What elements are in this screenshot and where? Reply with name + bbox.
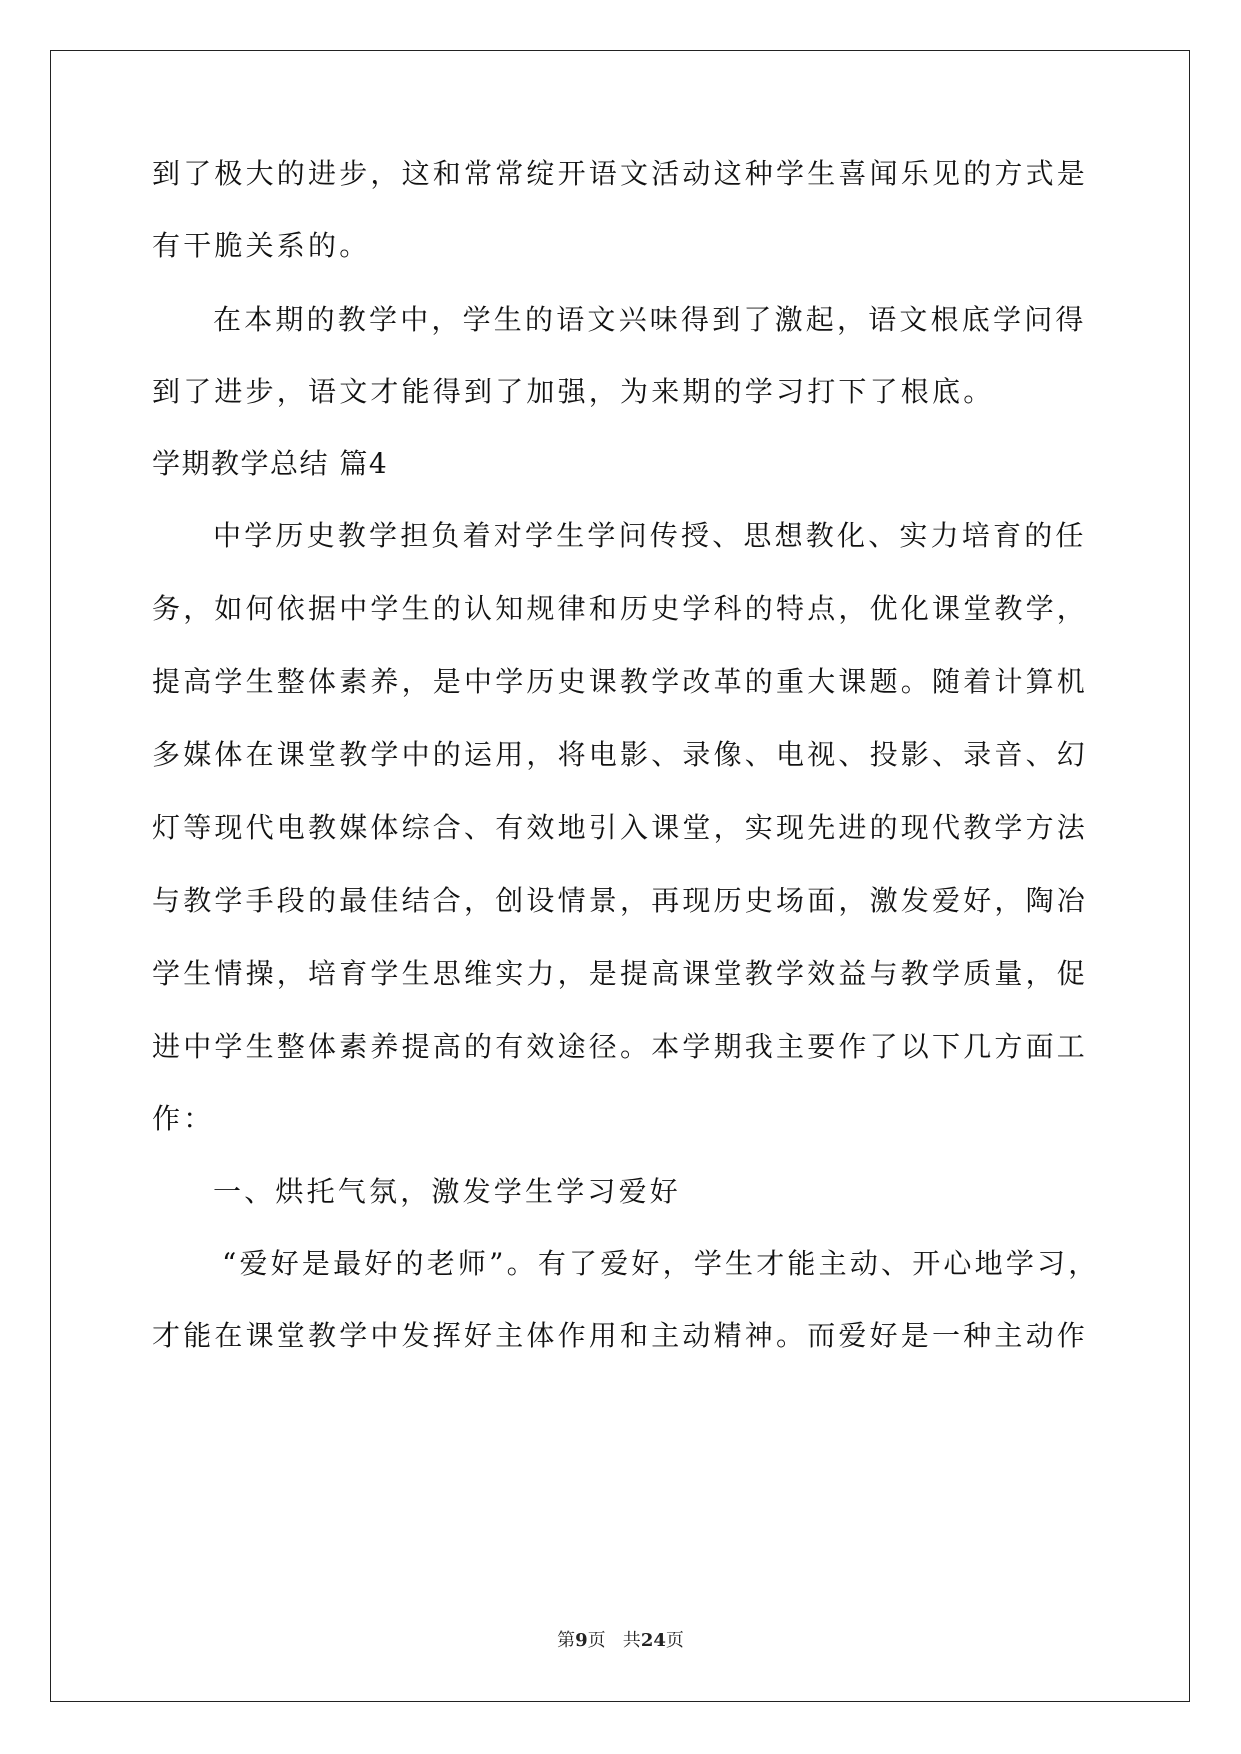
paragraph-line: 务，如何依据中学生的认知规律和历史学科的特点，优化课堂教学， [152, 592, 1089, 625]
paragraph-line: 有干脆关系的。 [152, 229, 371, 262]
paragraph-line: 学生情操，培育学生思维实力，是提高课堂教学效益与教学质量，促 [152, 957, 1089, 990]
section-title: 学期教学总结 篇4 [152, 447, 389, 480]
page-footer [0, 1631, 1241, 1651]
subsection-title: 一、烘托气氛，激发学生学习爱好 [213, 1175, 682, 1208]
paragraph-line: 作： [152, 1102, 215, 1135]
paragraph-line: 进中学生整体素养提高的有效途径。本学期我主要作了以下几方面工 [152, 1030, 1089, 1063]
paragraph-line: 到了极大的进步，这和常常绽开语文活动这种学生喜闻乐见的方式是 [152, 157, 1089, 190]
footer-suffix: 页 [665, 1630, 684, 1651]
paragraph-line: 才能在课堂教学中发挥好主体作用和主动精神。而爱好是一种主动作 [152, 1319, 1089, 1352]
paragraph-line: 到了进步，语文才能得到了加强，为来期的学习打下了根底。 [152, 375, 995, 408]
total-pages: 24 [640, 1630, 666, 1651]
paragraph-line: “爱好是最好的老师”。有了爱好，学生才能主动、开心地学习， [222, 1247, 1100, 1280]
paragraph-line: 提高学生整体素养，是中学历史课教学改革的重大课题。随着计算机 [152, 665, 1089, 698]
footer-prefix: 第 [557, 1630, 576, 1651]
paragraph-line: 在本期的教学中，学生的语文兴味得到了激起，语文根底学问得 [213, 303, 1087, 336]
paragraph-line: 与教学手段的最佳结合，创设情景，再现历史场面，激发爱好，陶冶 [152, 884, 1089, 917]
paragraph-line: 多媒体在课堂教学中的运用，将电影、录像、电视、投影、录音、幻 [152, 738, 1089, 771]
paragraph-line: 灯等现代电教媒体综合、有效地引入课堂，实现先进的现代教学方法 [152, 811, 1089, 844]
footer-middle: 页 共 [587, 1630, 641, 1651]
paragraph-line: 中学历史教学担负着对学生学问传授、思想教化、实力培育的任 [213, 519, 1087, 552]
page-number: 9 [575, 1630, 588, 1651]
page-border [50, 50, 1190, 1702]
